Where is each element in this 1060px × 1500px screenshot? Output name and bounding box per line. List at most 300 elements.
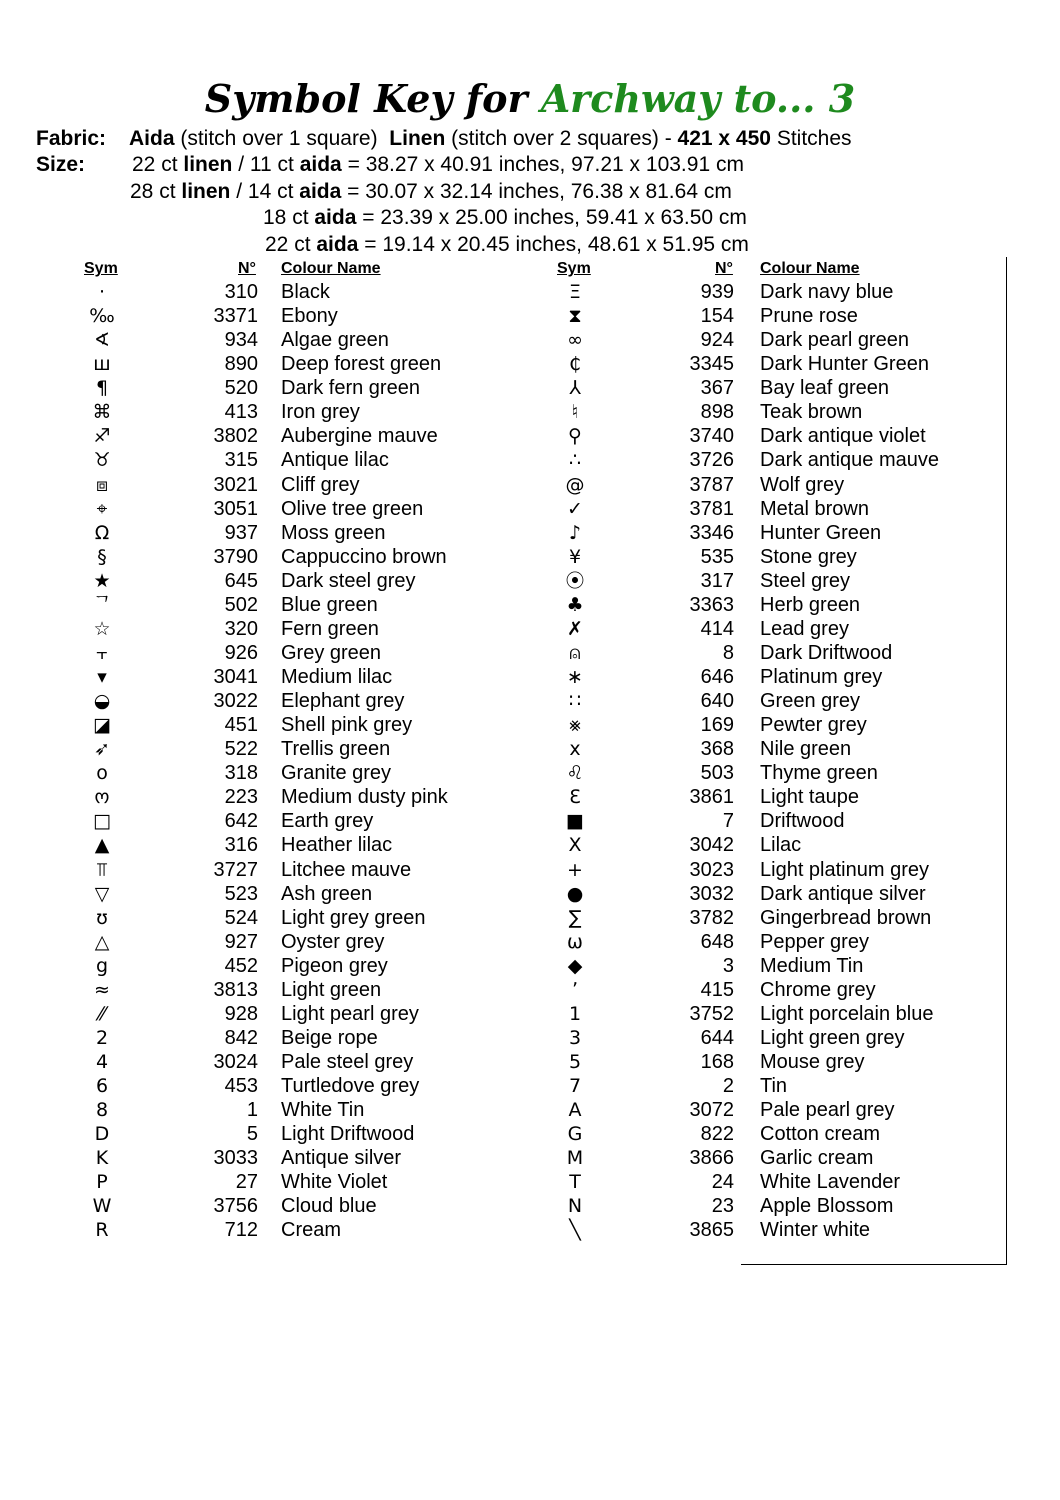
symbol-glyph: ʊ xyxy=(96,906,108,929)
colour-name: Metal brown xyxy=(760,497,869,520)
size-dimensions: = 23.39 x 25.00 inches, 59.41 x 63.50 cm xyxy=(362,206,747,229)
floss-number: 3752 xyxy=(689,1002,734,1025)
colour-name: Dark Driftwood xyxy=(760,641,893,664)
colour-name: Light porcelain blue xyxy=(760,1002,934,1025)
floss-number: 3865 xyxy=(689,1219,734,1242)
floss-number: 415 xyxy=(700,978,734,1001)
symbol-glyph: 3 xyxy=(568,1026,582,1049)
colour-name: Cloud blue xyxy=(281,1195,377,1218)
colour-name: Platinum grey xyxy=(760,666,883,688)
colour-name: Dark Hunter Green xyxy=(760,353,929,376)
colour-name: Cream xyxy=(281,1219,342,1242)
floss-number: 320 xyxy=(224,617,258,640)
symbol-glyph: ∑ xyxy=(568,906,582,929)
floss-number: 535 xyxy=(700,545,734,568)
floss-number: 310 xyxy=(224,281,258,303)
symbol-glyph: T xyxy=(569,1171,581,1194)
colour-name: White Violet xyxy=(281,1171,388,1194)
symbol-glyph: ☆ xyxy=(93,617,111,640)
symbol-glyph: ◒ xyxy=(93,690,111,713)
floss-number: 939 xyxy=(700,281,734,303)
symbol-glyph: P xyxy=(96,1171,108,1194)
floss-number: 642 xyxy=(224,810,258,833)
table-row xyxy=(0,665,1060,689)
colour-name: Dark fern green xyxy=(281,377,420,400)
colour-name: Lead grey xyxy=(760,617,849,640)
size-dimensions: = 30.07 x 32.14 inches, 76.38 x 81.64 cm xyxy=(347,180,732,203)
symbol-glyph: ◆ xyxy=(567,954,583,977)
symbol-glyph: 6 xyxy=(95,1075,109,1098)
floss-number: 3345 xyxy=(689,353,734,376)
table-row xyxy=(0,978,1060,1002)
symbol-glyph: M xyxy=(566,1147,584,1170)
table-row xyxy=(0,1194,1060,1218)
colour-name: Moss green xyxy=(281,521,386,544)
symbol-glyph: ≈ xyxy=(94,978,110,1001)
colour-name: Shell pink grey xyxy=(281,714,413,737)
floss-number: 522 xyxy=(224,738,258,761)
colour-name: Grey green xyxy=(281,641,382,664)
colour-name: Thyme green xyxy=(760,762,878,785)
colour-name: Medium dusty pink xyxy=(281,786,448,809)
stitch-count: 421 x 450 xyxy=(677,127,771,150)
symbol-glyph: 8 xyxy=(95,1099,109,1122)
colour-name: Ebony xyxy=(281,305,338,328)
table-row xyxy=(0,954,1060,978)
symbol-glyph: · xyxy=(98,281,106,303)
size-count-2: / 11 ct xyxy=(238,153,294,176)
colour-name: Litchee mauve xyxy=(281,858,412,881)
symbol-glyph: ٬ xyxy=(571,978,579,1001)
colour-name: Tin xyxy=(760,1075,788,1098)
colour-name: Turtledove grey xyxy=(281,1075,420,1098)
header-name-left: Colour Name xyxy=(281,260,381,277)
table-row xyxy=(0,858,1060,882)
table-row xyxy=(0,930,1060,954)
fabric-aida-note: (stitch over 1 square) xyxy=(180,127,378,150)
size-line-2 xyxy=(130,179,732,205)
symbol-glyph: ◪ xyxy=(93,714,111,737)
floss-number: 890 xyxy=(224,353,258,376)
floss-number: 315 xyxy=(224,449,258,472)
size-dimensions: = 38.27 x 40.91 inches, 97.21 x 103.91 cm xyxy=(347,153,744,176)
size-fabric-aida: aida xyxy=(299,180,342,203)
colour-name: Elephant grey xyxy=(281,690,405,713)
colour-name: Deep forest green xyxy=(281,353,442,376)
floss-number: 24 xyxy=(711,1171,734,1194)
symbol-glyph: @ xyxy=(565,473,585,496)
header-num-right: N° xyxy=(715,260,733,277)
symbol-glyph: ▽ xyxy=(94,882,110,905)
colour-name: Beige rope xyxy=(281,1026,378,1049)
symbol-glyph: 2 xyxy=(95,1026,109,1049)
fabric-label: Fabric: xyxy=(36,127,107,150)
header-sym-right: Sym xyxy=(557,260,591,277)
symbol-glyph: + xyxy=(567,858,583,881)
table-row xyxy=(0,641,1060,665)
symbol-glyph: ‰ xyxy=(89,305,115,328)
symbol-glyph: ₵ xyxy=(568,353,582,376)
size-line-3 xyxy=(263,205,747,231)
colour-name: Blue green xyxy=(281,593,378,616)
symbol-glyph: W xyxy=(92,1195,112,1218)
floss-number: 3371 xyxy=(213,305,258,328)
symbol-glyph: Ω xyxy=(94,521,110,544)
table-row xyxy=(0,785,1060,809)
symbol-glyph: ⍝ xyxy=(569,641,581,664)
table-row xyxy=(0,400,1060,424)
table-row xyxy=(0,737,1060,761)
symbol-glyph: 5 xyxy=(568,1051,582,1073)
symbol-glyph: g xyxy=(95,954,109,977)
table-row xyxy=(0,617,1060,641)
colour-name: Hunter Green xyxy=(760,521,882,544)
colour-name: White Lavender xyxy=(760,1171,901,1194)
table-row xyxy=(0,1050,1060,1074)
colour-name: Nile green xyxy=(760,738,852,761)
symbol-glyph: ⧗ xyxy=(568,305,582,328)
table-row xyxy=(0,1074,1060,1098)
colour-name: Herb green xyxy=(760,593,861,616)
symbol-glyph: Ⅹ xyxy=(568,834,582,857)
symbol-glyph: ¶ xyxy=(95,377,109,400)
table-row xyxy=(0,1098,1060,1122)
colour-name: White Tin xyxy=(281,1099,365,1122)
symbol-glyph: ᄀ xyxy=(92,593,112,616)
table-row xyxy=(0,424,1060,448)
floss-number: 3072 xyxy=(689,1099,734,1122)
symbol-glyph: R xyxy=(95,1219,109,1242)
floss-number: 640 xyxy=(700,690,734,713)
colour-name: Light green grey xyxy=(760,1026,905,1049)
pattern-name: Archway to... 3 xyxy=(540,76,856,121)
symbol-glyph: 7 xyxy=(568,1075,582,1098)
colour-name: Light taupe xyxy=(760,786,859,809)
colour-name: Oyster grey xyxy=(281,930,385,953)
table-row xyxy=(0,1122,1060,1146)
colour-name: Medium Tin xyxy=(760,954,864,977)
fabric-line xyxy=(36,126,852,152)
floss-number: 646 xyxy=(700,666,734,688)
symbol-glyph: ♪ xyxy=(568,521,582,544)
colour-name: Winter white xyxy=(760,1219,871,1242)
floss-number: 413 xyxy=(224,401,258,424)
symbol-table-right xyxy=(0,280,1060,1243)
bottom-border-line xyxy=(741,1264,1007,1265)
symbol-glyph: ⫟ xyxy=(96,641,108,664)
floss-number: 924 xyxy=(700,329,734,352)
symbol-glyph: ★ xyxy=(93,569,111,592)
size-label: Size: xyxy=(36,153,86,176)
colour-name: Cliff grey xyxy=(281,473,360,496)
colour-name: Heather lilac xyxy=(281,834,393,857)
floss-number: 368 xyxy=(700,738,734,761)
size-count-2: / 14 ct xyxy=(236,180,294,203)
floss-number: 451 xyxy=(224,714,258,737)
table-row xyxy=(0,1146,1060,1170)
colour-name: Dark navy blue xyxy=(760,281,894,303)
colour-name: Dark antique mauve xyxy=(760,449,939,472)
colour-name: Garlic cream xyxy=(760,1147,874,1170)
floss-number: 3346 xyxy=(689,521,734,544)
symbol-glyph: ⦿ xyxy=(565,569,585,592)
floss-number: 3023 xyxy=(689,858,734,881)
symbol-glyph: o xyxy=(96,762,108,785)
fabric-linen: Linen xyxy=(389,127,446,150)
size-line-1 xyxy=(36,152,744,178)
symbol-glyph: ▾ xyxy=(97,666,107,688)
symbol-glyph: ⚲ xyxy=(568,425,582,448)
floss-number: 3756 xyxy=(213,1195,258,1218)
size-count: 28 ct xyxy=(130,180,176,203)
symbol-glyph: ω xyxy=(567,930,583,953)
table-row xyxy=(0,376,1060,400)
symbol-glyph: ⨳ xyxy=(569,714,581,737)
floss-number: 168 xyxy=(700,1051,734,1073)
page-title xyxy=(0,74,1060,124)
floss-number: 3042 xyxy=(689,834,734,857)
symbol-glyph: ⅄ xyxy=(569,377,581,400)
floss-number: 3032 xyxy=(689,882,734,905)
symbol-glyph: ➶ xyxy=(94,738,110,761)
symbol-glyph: A xyxy=(568,1099,582,1122)
colour-name: Light Driftwood xyxy=(281,1123,415,1146)
colour-name: Dark steel grey xyxy=(281,569,416,592)
colour-name: Chrome grey xyxy=(760,978,876,1001)
floss-number: 5 xyxy=(246,1123,258,1146)
symbol-glyph: ♮ xyxy=(571,401,579,424)
colour-name: Pale pearl grey xyxy=(760,1099,895,1122)
table-row xyxy=(0,906,1060,930)
colour-name: Olive tree green xyxy=(281,497,424,520)
floss-number: 1 xyxy=(246,1099,258,1122)
floss-number: 898 xyxy=(700,401,734,424)
table-row xyxy=(0,1002,1060,1026)
floss-number: 3866 xyxy=(689,1147,734,1170)
table-row xyxy=(0,761,1060,785)
right-border-line xyxy=(1006,257,1007,1265)
floss-number: 7 xyxy=(722,810,734,833)
symbol-glyph: ⌘ xyxy=(92,401,112,424)
symbol-glyph: △ xyxy=(94,930,110,953)
floss-number: 223 xyxy=(224,786,258,809)
size-dimensions: = 19.14 x 20.45 inches, 48.61 x 51.95 cm xyxy=(364,233,749,256)
floss-number: 926 xyxy=(224,641,258,664)
colour-name: Black xyxy=(281,281,330,303)
size-count: 18 ct xyxy=(263,206,309,229)
symbol-glyph: ∗ xyxy=(567,666,583,688)
table-row xyxy=(0,689,1060,713)
header-sym-left: Sym xyxy=(84,260,118,277)
colour-name: Cappuccino brown xyxy=(281,545,447,568)
size-count: 22 ct xyxy=(265,233,311,256)
floss-number: 3802 xyxy=(213,425,258,448)
floss-number: 934 xyxy=(224,329,258,352)
symbol-glyph: ∷ xyxy=(568,690,582,713)
floss-number: 842 xyxy=(224,1026,258,1049)
symbol-glyph: G xyxy=(567,1123,583,1146)
symbol-glyph: ✗ xyxy=(567,617,583,640)
table-row xyxy=(0,882,1060,906)
colour-name: Wolf grey xyxy=(760,473,845,496)
symbol-glyph: ♉ xyxy=(93,449,111,472)
table-row xyxy=(0,352,1060,376)
symbol-glyph: D xyxy=(94,1123,110,1146)
table-row xyxy=(0,328,1060,352)
table-row xyxy=(0,545,1060,569)
floss-number: 503 xyxy=(700,762,734,785)
floss-number: 3740 xyxy=(689,425,734,448)
floss-number: 520 xyxy=(224,377,258,400)
fabric-linen-note: (stitch over 2 squares) - xyxy=(451,127,672,150)
size-fabric-aida: aida xyxy=(314,206,357,229)
table-row xyxy=(0,304,1060,328)
colour-name: Granite grey xyxy=(281,762,392,785)
symbol-glyph: ♌ xyxy=(566,762,584,785)
symbol-glyph: ╲ xyxy=(569,1219,581,1242)
table-row xyxy=(0,1218,1060,1242)
floss-number: 3726 xyxy=(689,449,734,472)
colour-name: Aubergine mauve xyxy=(281,425,438,448)
colour-name: Dark pearl green xyxy=(760,329,909,352)
colour-name: Stone grey xyxy=(760,545,857,568)
symbol-glyph: K xyxy=(95,1147,109,1170)
colour-name: Teak brown xyxy=(760,401,863,424)
floss-number: 3790 xyxy=(213,545,258,568)
floss-number: 367 xyxy=(700,377,734,400)
symbol-glyph: ✓ xyxy=(567,497,583,520)
floss-number: 3727 xyxy=(213,858,258,881)
size-fabric-linen: linen xyxy=(183,153,233,176)
table-row xyxy=(0,809,1060,833)
colour-name: Light grey green xyxy=(281,906,426,929)
floss-number: 23 xyxy=(711,1195,734,1218)
floss-number: 453 xyxy=(224,1075,258,1098)
floss-number: 524 xyxy=(224,906,258,929)
floss-number: 3 xyxy=(722,954,734,977)
colour-name: Trellis green xyxy=(281,738,391,761)
symbol-glyph: ♐ xyxy=(93,425,111,448)
table-row xyxy=(0,1170,1060,1194)
table-row xyxy=(0,833,1060,857)
colour-name: Light platinum grey xyxy=(760,858,929,881)
table-row xyxy=(0,448,1060,472)
symbol-glyph: ∢ xyxy=(94,329,110,352)
floss-number: 712 xyxy=(224,1219,258,1242)
floss-number: 645 xyxy=(224,569,258,592)
colour-name: Earth grey xyxy=(281,810,374,833)
table-row xyxy=(0,497,1060,521)
floss-number: 3363 xyxy=(689,593,734,616)
stitches-word: Stitches xyxy=(776,127,852,150)
size-count: 22 ct xyxy=(132,153,178,176)
colour-name: Mouse grey xyxy=(760,1051,865,1073)
floss-number: 523 xyxy=(224,882,258,905)
floss-number: 3024 xyxy=(213,1051,258,1073)
floss-number: 27 xyxy=(235,1171,258,1194)
symbol-glyph: ♣ xyxy=(566,593,584,616)
colour-name: Steel grey xyxy=(760,569,851,592)
table-row xyxy=(0,593,1060,617)
symbol-glyph: □ xyxy=(93,810,111,833)
colour-name: Dark antique violet xyxy=(760,425,926,448)
floss-number: 8 xyxy=(722,641,734,664)
floss-number: 452 xyxy=(224,954,258,977)
floss-number: 169 xyxy=(700,714,734,737)
floss-number: 3781 xyxy=(689,497,734,520)
colour-name: Light green xyxy=(281,978,382,1001)
colour-name: Lilac xyxy=(760,834,802,857)
table-row xyxy=(0,280,1060,304)
floss-number: 3782 xyxy=(689,906,734,929)
symbol-glyph: Ɛ xyxy=(569,786,581,809)
size-fabric-aida: aida xyxy=(299,153,342,176)
symbol-glyph: ∴ xyxy=(568,449,582,472)
colour-name: Pewter grey xyxy=(760,714,867,737)
symbol-glyph: ■ xyxy=(566,810,584,833)
symbol-glyph: § xyxy=(97,545,107,568)
colour-name: Gingerbread brown xyxy=(760,906,932,929)
floss-number: 3051 xyxy=(213,497,258,520)
header-name-right: Colour Name xyxy=(760,260,860,277)
floss-number: 316 xyxy=(224,834,258,857)
symbol-glyph: ⌖ xyxy=(96,497,108,520)
table-row xyxy=(0,1026,1060,1050)
symbol-glyph: ∞ xyxy=(567,329,583,352)
colour-name: Driftwood xyxy=(760,810,845,833)
colour-name: Prune rose xyxy=(760,305,858,328)
floss-number: 822 xyxy=(700,1123,734,1146)
colour-name: Cotton cream xyxy=(760,1123,881,1146)
title-prefix: Symbol Key for xyxy=(204,76,528,121)
floss-number: 2 xyxy=(722,1075,734,1098)
symbol-glyph: 4 xyxy=(95,1051,109,1073)
floss-number: 3022 xyxy=(213,690,258,713)
floss-number: 648 xyxy=(700,930,734,953)
symbol-glyph: ш xyxy=(93,353,111,376)
colour-name: Antique silver xyxy=(281,1147,402,1170)
colour-name: Bay leaf green xyxy=(760,377,889,400)
floss-number: 644 xyxy=(700,1026,734,1049)
floss-number: 414 xyxy=(700,617,734,640)
colour-name: Apple Blossom xyxy=(760,1195,894,1218)
colour-name: Pepper grey xyxy=(760,930,869,953)
colour-name: Iron grey xyxy=(281,401,360,424)
floss-number: 937 xyxy=(224,521,258,544)
floss-number: 3033 xyxy=(213,1147,258,1170)
colour-name: Ash green xyxy=(281,882,373,905)
table-row xyxy=(0,713,1060,737)
header-num-left: N° xyxy=(238,260,256,277)
symbol-glyph: ⁄⁄ xyxy=(98,1002,106,1025)
symbol-glyph: ო xyxy=(94,786,110,809)
symbol-glyph: Ξ xyxy=(568,281,581,303)
colour-name: Pale steel grey xyxy=(281,1051,414,1073)
floss-number: 3787 xyxy=(689,473,734,496)
floss-number: 3861 xyxy=(689,786,734,809)
floss-number: 3041 xyxy=(213,666,258,688)
symbol-glyph: ● xyxy=(566,882,584,905)
table-row xyxy=(0,569,1060,593)
floss-number: 928 xyxy=(224,1002,258,1025)
colour-name: Medium lilac xyxy=(281,666,393,688)
symbol-glyph: ⫪ xyxy=(96,858,108,881)
size-fabric-linen: linen xyxy=(181,180,231,203)
floss-number: 927 xyxy=(224,930,258,953)
table-row xyxy=(0,473,1060,497)
symbol-glyph: 1 xyxy=(568,1002,582,1025)
floss-number: 318 xyxy=(224,762,258,785)
